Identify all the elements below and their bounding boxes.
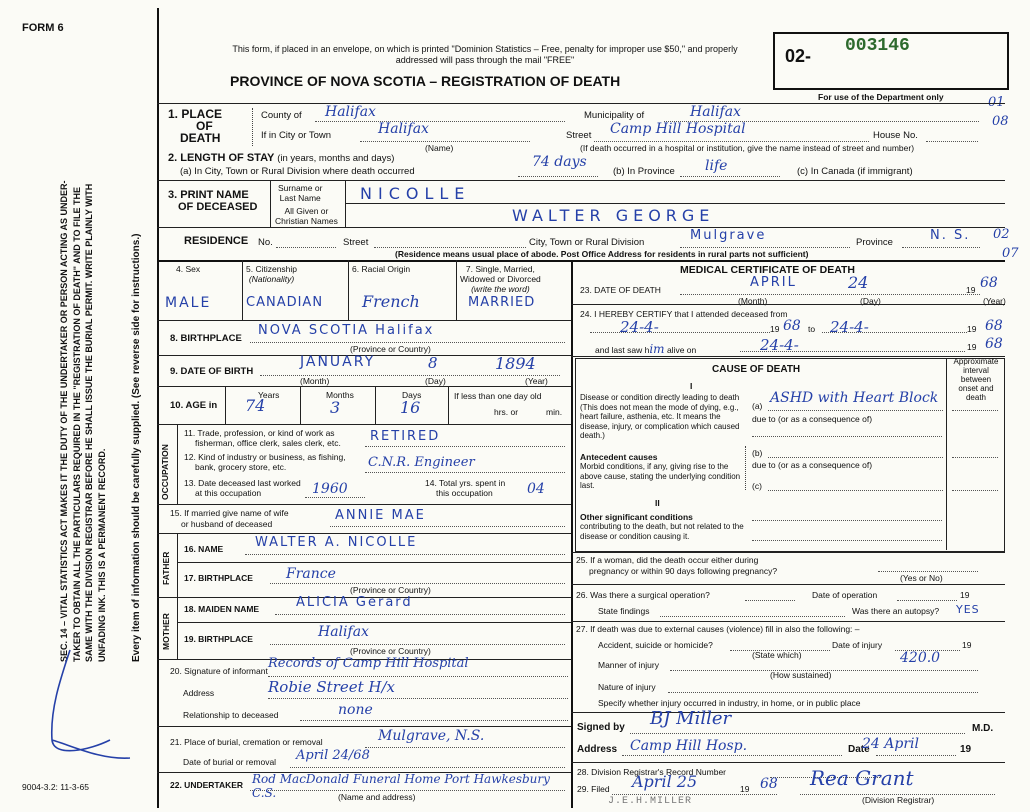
q26-label: 26. Was there a surgical operation? (576, 590, 710, 600)
bracket (252, 108, 253, 146)
marital-label: 7. Single, Married, Widowed or Divorced (write the word) (460, 264, 541, 294)
rule (157, 504, 571, 505)
dept-code-2: 08 (992, 114, 1009, 129)
section-ii: II (655, 498, 660, 508)
rule (456, 260, 457, 320)
rule (245, 554, 565, 555)
rule (365, 472, 565, 473)
attended-to-label: to (808, 324, 816, 334)
residence-label: RESIDENCE (184, 235, 249, 247)
rule (345, 203, 1005, 204)
margin-squiggle (30, 640, 140, 770)
rule (157, 103, 1005, 104)
certify-label: 24. I HEREBY CERTIFY that I attended deceased from (580, 309, 788, 319)
rule (926, 141, 978, 142)
other-conditions-note: contributing to the death, but not related to the disease or condition causing it. (580, 522, 744, 541)
rule (270, 180, 271, 227)
alive-year: 68 (985, 336, 1003, 352)
filed-year-value: 68 (760, 776, 778, 792)
rule (571, 356, 1005, 357)
birthplace-label: 8. BIRTHPLACE (170, 333, 242, 344)
mother-birthplace-caption: (Province or Country) (350, 646, 431, 656)
rule (952, 490, 998, 491)
hospital-note: (If death occurred in a hospital or institution, give the name instead of street and number) (580, 143, 915, 153)
rule (270, 583, 565, 584)
signed-by-value: BJ Miller (650, 708, 732, 729)
doctor-address-value: Camp Hill Hosp. (630, 738, 748, 754)
days-value: 16 (400, 398, 421, 417)
death-year: 68 (980, 275, 998, 291)
informant-address-label: Address (183, 688, 215, 698)
registration-prefix: 02- (785, 46, 812, 66)
antecedent-note: Morbid conditions, if any, giving rise to the above cause, stating the underlying condition last. (580, 462, 741, 490)
mother-name-label: 18. MAIDEN NAME (184, 604, 260, 614)
rule (268, 698, 568, 699)
rule (876, 755, 956, 756)
attended-to-year-prefix: 19 (967, 324, 977, 334)
alive-year-prefix: 19 (967, 342, 977, 352)
min-label: min. (546, 407, 563, 417)
signature-date-value: 24 April (862, 736, 919, 752)
due-to-b: due to (or as a consequence of) (752, 460, 873, 470)
rule (268, 676, 568, 677)
section-i: I (690, 381, 693, 391)
residence-city-label: City, Town or Rural Division (529, 237, 645, 248)
dob-month: JANUARY (300, 354, 376, 370)
filed-label: 29. Filed (577, 784, 610, 794)
age-label: 10. AGE in (170, 400, 218, 411)
citizenship-value: CANADIAN (246, 295, 324, 310)
residence-province-label: Province (856, 237, 893, 248)
birthplace-value: NOVA SCOTIA Halifax (258, 323, 435, 338)
months-value: 3 (330, 398, 341, 417)
spouse-label: 15. If married give name of wife or husband of deceased (170, 508, 289, 529)
years-label: Years (258, 390, 280, 400)
rule (622, 755, 842, 756)
registrar-caption: (Division Registrar) (862, 795, 935, 805)
dept-code-4: 07 (1002, 246, 1019, 261)
rule (752, 436, 942, 437)
rule (374, 247, 526, 248)
attended-to: 24-4- (830, 318, 869, 336)
death-day-caption: (Day) (860, 296, 881, 306)
rule (177, 597, 178, 659)
rule (897, 600, 957, 601)
residence-city-value: Mulgrave (690, 228, 767, 243)
years-spent-value: 04 (527, 481, 545, 497)
rule (177, 562, 571, 563)
rule (375, 386, 376, 424)
informant-address-value: Robie Street H/x (268, 678, 395, 696)
undertaker-caption: (Name and address) (338, 792, 416, 802)
rule (330, 526, 565, 527)
autopsy-value: YES (956, 603, 980, 616)
father-name-label: 16. NAME (184, 544, 224, 554)
street-label: Street (566, 130, 592, 141)
attended-to-year: 68 (985, 318, 1003, 334)
rule (571, 762, 1005, 763)
nature-label: Nature of injury (598, 682, 656, 692)
q25-label: 25. If a woman, did the death occur either during pregnancy or within 90 days following pregnancy? (576, 555, 778, 576)
rule (571, 304, 1005, 305)
trade-value: RETIRED (370, 429, 441, 444)
rule (275, 614, 565, 615)
residence-note: (Residence means usual place of abode. Post Office Address for residents in rural parts not sufficient) (395, 249, 809, 259)
undertaker-label: 22. UNDERTAKER (170, 780, 244, 790)
residence-street-label: Street (343, 237, 369, 248)
department-use-label: For use of the Department only (818, 92, 944, 102)
dob-label: 9. DATE OF BIRTH (170, 366, 254, 377)
medical-header: MEDICAL CERTIFICATE OF DEATH (680, 264, 855, 276)
rule (571, 584, 1005, 585)
origin-label: 6. Racial Origin (352, 264, 411, 274)
industry-label: 12. Kind of industry or business, as fishing, bank, grocery store, etc. (184, 452, 346, 472)
father-birthplace-label: 17. BIRTHPLACE (184, 573, 253, 583)
autopsy-label: Was there an autopsy? (852, 606, 940, 616)
death-year-caption: (Year) (983, 296, 1006, 306)
rule (518, 176, 598, 177)
rule (345, 180, 346, 227)
rule (157, 533, 571, 534)
sex-label: 4. Sex (176, 264, 201, 274)
county-label: County of (261, 110, 302, 121)
form-title: PROVINCE OF NOVA SCOTIA – REGISTRATION OF DEATH (230, 73, 621, 89)
informant-sig-value: Records of Camp Hill Hospital (268, 656, 469, 671)
sex-value: MALE (165, 295, 212, 311)
rule (878, 571, 978, 572)
rule (946, 358, 947, 550)
mother-birthplace-label: 19. BIRTHPLACE (184, 634, 253, 644)
months-label: Months (326, 390, 354, 400)
alive-on-value: 24-4- (760, 336, 799, 354)
surname-value: NICOLLE (360, 184, 471, 203)
registrar-stamp: J.E.H.MILLER (608, 796, 693, 807)
rule (300, 720, 568, 721)
burial-date-value: April 24/68 (296, 748, 370, 763)
city-value: Halifax (378, 121, 429, 137)
registrar-signature: Rea Grant (810, 766, 914, 790)
given-name-label: All Given or Christian Names (275, 206, 338, 226)
dept-code-1: 01 (988, 95, 1005, 110)
given-name-value: WALTER GEORGE (512, 206, 715, 225)
burial-place-value: Mulgrave, N.S. (378, 728, 485, 744)
father-birthplace-caption: (Province or Country) (350, 585, 431, 595)
rule (177, 424, 178, 504)
rule (660, 616, 845, 617)
side-instruction-note: Every item of information should be carefully supplied. (See reverse side for instructions.) (131, 233, 142, 662)
rule (680, 294, 980, 295)
city-label: If in City or Town (261, 130, 332, 141)
death-month: APRIL (750, 275, 797, 290)
mail-notice: This form, if placed in an envelope, on which is printed "Dominion Statistics – Free, penalty for improper use $50," and properly addressed will pass through the mail "FREE" (232, 44, 738, 65)
rule (157, 260, 1005, 262)
stay-b-value: life (705, 158, 728, 174)
death-day: 24 (848, 273, 869, 292)
signature-year-prefix: 19 (960, 744, 972, 755)
specify-label: Specify whether injury occurred in industry, in home, or in public place (598, 698, 861, 708)
dob-year: 1894 (495, 354, 536, 373)
stay-b-label: (b) In Province (613, 166, 675, 177)
place-label: 1. PLACE OF DEATH (168, 107, 223, 145)
father-side-label: FATHER (161, 551, 171, 585)
rule (365, 446, 565, 447)
rule (448, 386, 449, 424)
municipality-value: Halifax (690, 104, 741, 120)
print-code: 9004-3.2: 11-3-65 (22, 782, 89, 792)
cause-b-label: (b) (752, 448, 763, 458)
rule (952, 457, 998, 458)
undertaker-value: Rod MacDonald Funeral Home Port Hawkesbury C.S. (252, 772, 550, 800)
surname-label: Surname or Last Name (278, 183, 323, 203)
rule (300, 386, 301, 424)
rule (360, 141, 530, 142)
rule (902, 247, 980, 248)
rule (157, 424, 571, 425)
rule (348, 260, 349, 320)
rule (157, 227, 1005, 228)
doctor-address-label: Address (577, 744, 618, 755)
state-which-caption: (State which) (752, 650, 802, 660)
other-conditions-label: Other significant conditions (580, 512, 693, 522)
rule (225, 386, 226, 424)
rule (157, 386, 571, 387)
cause-c-label: (c) (752, 481, 762, 491)
disease-label: Disease or condition directly leading to death (This does not mean the mode of dying, e.g., heart failure, asthenia, etc. It means the disease, injury, or complication which caused death.) (580, 393, 740, 440)
rule (250, 342, 565, 343)
occupation-side-label: OCCUPATION (160, 444, 170, 500)
md-label: M.D. (972, 723, 994, 734)
birthplace-caption: (Province or Country) (350, 344, 431, 354)
name-label: 3. PRINT NAME OF DECEASED (168, 189, 258, 213)
rule (768, 490, 943, 491)
residence-no-label: No. (258, 237, 273, 248)
rule (571, 712, 1005, 713)
rule (680, 247, 850, 248)
antecedent-label: Antecedent causes (580, 452, 658, 462)
rule (822, 332, 967, 333)
origin-value: French (362, 292, 420, 311)
filed-year-prefix: 19 (740, 784, 750, 794)
rule (157, 180, 1005, 181)
due-to-a: due to (or as a consequence of) (752, 414, 873, 424)
rule (768, 410, 943, 411)
form-number: FORM 6 (22, 22, 64, 34)
death-date-label: 23. DATE OF DEATH (580, 285, 661, 295)
rule (276, 247, 336, 248)
bracket (745, 446, 746, 490)
rule (571, 621, 1005, 622)
q25-caption: (Yes or No) (900, 573, 943, 583)
father-name-value: WALTER A. NICOLLE (255, 535, 418, 550)
rule (680, 176, 780, 177)
attended-from: 24-4- (620, 318, 659, 336)
county-value: Halifax (325, 104, 376, 120)
rule (242, 260, 243, 320)
operation-date-label: Date of operation (812, 590, 878, 600)
left-border (157, 8, 159, 808)
rule (594, 141, 869, 142)
less-than-day-label: If less than one day old (454, 391, 542, 401)
how-sustained-caption: (How sustained) (770, 670, 832, 680)
name-caption: (Name) (425, 143, 454, 153)
mother-birthplace-value: Halifax (318, 624, 369, 640)
days-label: Days (402, 390, 422, 400)
industry-value: C.N.R. Engineer (368, 455, 475, 470)
rule (315, 121, 565, 122)
side-legal-note: SEC. 14 – VITAL STATISTICS ACT MAKES IT THE DUTY OF THE UNDERTAKER OR PERSON ACTING AS UNDER-TAKER TO OBTAIN ALL THE PARTICULARS REQUIRED IN THE "REGISTRATION OF DEATH" AND TO FILE THE SAME WITH THE DIVISION REGISTRAR BEFORE HE SHALL ISSUE THE BURIAL PERMIT. WRITE PLAINLY WITH UNFADING INK. THIS IS A PERMANENT RECORD. (59, 180, 107, 662)
rule (305, 497, 365, 498)
last-worked-label: 13. Date deceased last worked at this occupation (184, 478, 301, 498)
signed-by-label: Signed by (577, 722, 625, 733)
rule (290, 767, 565, 768)
rule (270, 644, 565, 645)
death-month-caption: (Month) (738, 296, 768, 306)
rule (612, 794, 777, 795)
interval-header: Approximate interval between onset and death (953, 357, 999, 402)
stay-a-label: (a) In City, Town or Rural Division where death occurred (180, 166, 415, 177)
injury-date-label: Date of injury (832, 640, 883, 650)
citizenship-label: 5. Citizenship (Nationality) (246, 264, 298, 284)
municipality-label: Municipality of (584, 110, 645, 121)
death-year-prefix: 19 (966, 285, 976, 295)
cause-header: CAUSE OF DEATH (712, 364, 801, 375)
father-birthplace-value: France (286, 566, 336, 582)
rule (590, 332, 770, 333)
signature-date-label: Date (848, 744, 870, 755)
last-worked-value: 1960 (312, 481, 348, 497)
manner-label: Manner of injury (598, 660, 659, 670)
mother-side-label: MOTHER (161, 613, 171, 650)
dob-day: 8 (428, 354, 438, 372)
stay-a-value: 74 days (532, 154, 587, 170)
dob-year-caption: (Year) (525, 376, 548, 386)
operation-year-prefix: 19 (960, 590, 970, 600)
years-value: 74 (245, 396, 266, 415)
accident-label: Accident, suicide or homicide? (598, 640, 713, 650)
injury-year-prefix: 19 (962, 640, 972, 650)
cause-a-value: ASHD with Heart Block (770, 390, 939, 406)
informant-sig-label: 20. Signature of informant (170, 666, 268, 676)
findings-label: State findings (598, 606, 650, 616)
rule (752, 540, 942, 541)
rule (740, 351, 965, 352)
burial-date-label: Date of burial or removal (183, 757, 277, 767)
trade-label: 11. Trade, profession, or kind of work as fisherman, office clerk, sales clerk, etc. (184, 428, 341, 448)
cause-a-label: (a) (752, 401, 763, 411)
rule (668, 692, 978, 693)
attended-from-year-prefix: 19 (770, 324, 780, 334)
residence-province-value: N. S. (930, 228, 971, 243)
registration-number: 003146 (845, 36, 910, 56)
rule (157, 726, 571, 727)
rule (768, 457, 943, 458)
mother-name-value: ALICIA Gerard (296, 595, 413, 610)
spouse-value: ANNIE MAE (335, 508, 426, 523)
rule (952, 410, 998, 411)
relationship-label: Relationship to deceased (183, 710, 279, 720)
rule (365, 747, 565, 748)
burial-place-label: 21. Place of burial, cremation or removal (170, 737, 323, 747)
rule (630, 733, 965, 734)
marital-value: MARRIED (468, 295, 536, 310)
last-saw-label: and last saw him alive on (595, 342, 697, 356)
rule (157, 320, 571, 321)
rule (752, 520, 942, 521)
rule (745, 600, 795, 601)
house-label: House No. (873, 130, 918, 141)
rule (177, 622, 571, 623)
street-value: Camp Hill Hospital (610, 121, 746, 137)
injury-code: 420.0 (900, 650, 941, 666)
record-number-label: 28. Division Registrar's Record Number (577, 767, 727, 777)
filed-date-value: April 25 (632, 772, 698, 791)
dob-day-caption: (Day) (425, 376, 446, 386)
stay-c-label: (c) In Canada (if immigrant) (797, 166, 913, 177)
rule (571, 552, 1005, 553)
attended-from-year: 68 (783, 318, 801, 334)
years-spent-label: 14. Total yrs. spent in this occupation (425, 478, 506, 498)
stay-label: 2. LENGTH OF STAY (in years, months and days) (168, 152, 395, 164)
dept-code-3: 02 (993, 227, 1010, 242)
relationship-value: none (338, 702, 373, 718)
rule (177, 533, 178, 597)
center-divider (571, 260, 573, 808)
hrs-label: hrs. or (494, 407, 519, 417)
q27-label: 27. If death was due to external causes (violence) fill in also the following: – (576, 624, 860, 634)
dob-month-caption: (Month) (300, 376, 330, 386)
